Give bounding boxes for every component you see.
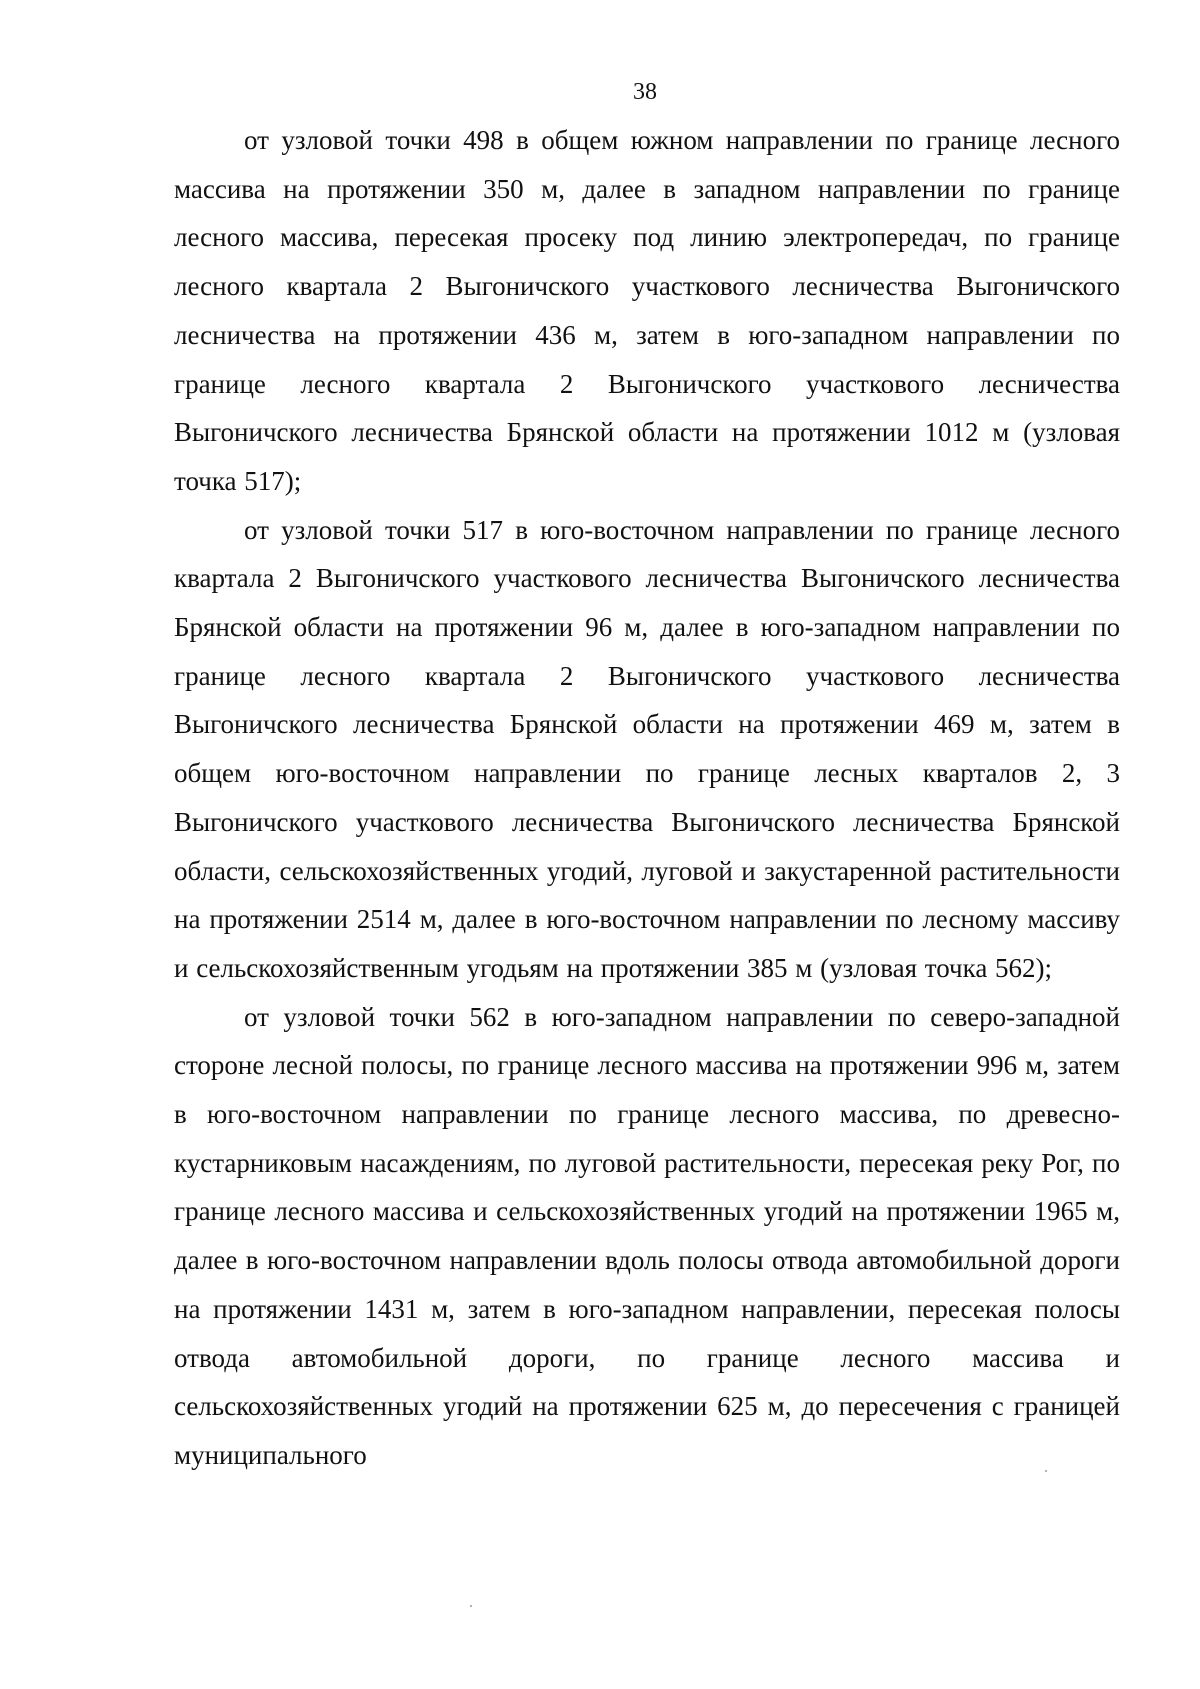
- document-body: [174, 116, 1120, 1480]
- scan-speck: [1045, 1470, 1047, 1472]
- page-number: 38: [633, 79, 657, 105]
- scan-speck: [470, 1605, 472, 1607]
- paragraph-1: от узловой точки 498 в общем южном направлении по границе лесного массива на протяжении 350 м, далее в западном направлении по границе лесного массива, пересекая просеку под линию электропередач, по границе лесного квартала 2 Выгоничского участкового лесничества Выгоничского лесничества на протяжении 436 м, затем в юго-западном направлении по границе лесного квартала 2 Выгоничского участкового лесничества Выгоничского лесничества Брянской области на протяжении 1012 м (узловая точка 517);: [174, 125, 1120, 496]
- paragraph-2: от узловой точки 517 в юго-восточном направлении по границе лесного квартала 2 Выгоничского участкового лесничества Выгоничского лесничества Брянской области на протяжении 96 м, далее в юго-западном направлении по границе лесного квартала 2 Выгоничского участкового лесничества Выгоничского лесничества Брянской области на протяжении 469 м, затем в общем юго-восточном направлении по границе лесных кварталов 2, 3 Выгоничского участкового лесничества Выгоничского лесничества Брянской области, сельскохозяйственных угодий, луговой и закустаренной растительности на протяжении 2514 м, далее в юго-восточном направлении по лесному массиву и сельскохозяйственным угодьям на протяжении 385 м (узловая точка 562);: [174, 514, 1120, 983]
- paragraph-3: от узловой точки 562 в юго-западном направлении по северо-западной стороне лесной полосы, по границе лесного массива на протяжении 996 м, затем в юго-восточном направлении по границе лесного массива, по древесно-кустарниковым насаждениям, по луговой растительности, пересекая реку Рог, по границе лесного массива и сельскохозяйственных угодий на протяжении 1965 м, далее в юго-восточном направлении вдоль полосы отвода автомобильной дороги на протяжении 1431 м, затем в юго-западном направлении, пересекая полосы отвода автомобильной дороги, по границе лесного массива и сельскохозяйственных угодий на протяжении 625 м, до пересечения с границей муниципального: [174, 1001, 1120, 1470]
